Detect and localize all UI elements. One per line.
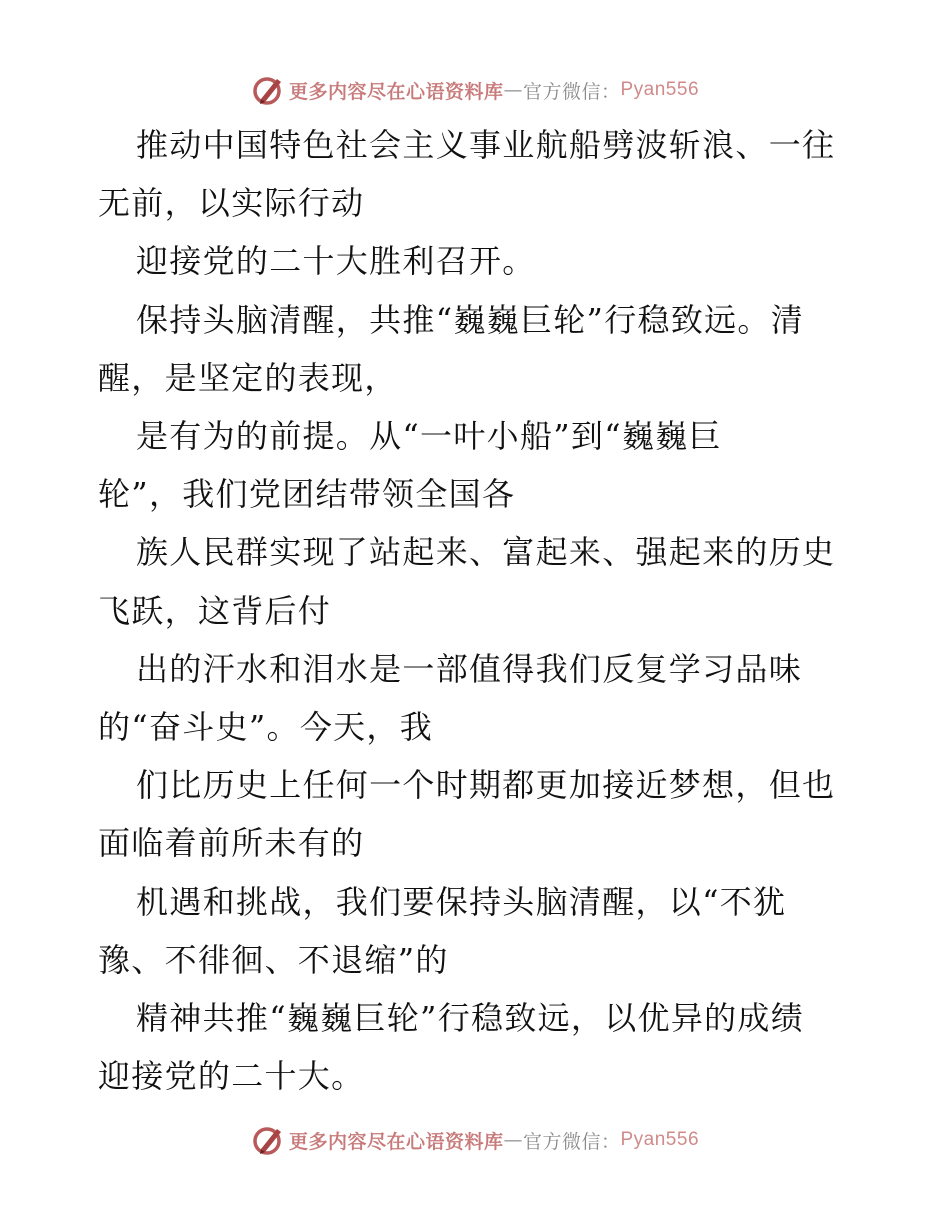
header-wechat-label: 官方微信： (522, 80, 621, 103)
pen-circle-logo-icon (251, 73, 285, 107)
text-line: 轮”，我们党团结带领全国各 (98, 475, 516, 514)
text-line: 推动中国特色社会主义事业航船劈波斩浪、一往 (136, 126, 836, 164)
text-line: 迎接党的二十大胜利召开。 (136, 242, 536, 281)
document-body (98, 116, 858, 1105)
text-line: 豫、不徘徊、不退缩”的 (98, 940, 449, 979)
footer-banner (0, 1120, 950, 1160)
text-line: 面临着前所未有的 (98, 824, 365, 863)
text-line: 迎接党的二十大。 (98, 1057, 365, 1096)
text-line: 们比历史上任何一个时期都更加接近梦想，但也 (136, 766, 836, 805)
footer-dash: — (503, 1129, 523, 1151)
header-wechat-id: Pyan556 (620, 79, 700, 100)
header-dash: — (503, 79, 523, 101)
text-line: 无前，以实际行动 (98, 184, 365, 223)
text-line: 醒，是坚定的表现， (98, 358, 398, 397)
header-banner (0, 70, 950, 110)
footer-wechat-id: Pyan556 (620, 1129, 700, 1150)
text-line: 的“奋斗史”。今天，我 (98, 708, 434, 747)
pen-circle-logo-icon (251, 1123, 285, 1157)
text-line: 精神共推“巍巍巨轮”行稳致远，以优异的成绩 (136, 999, 805, 1038)
text-line: 飞跃，这背后付 (98, 591, 332, 630)
text-line: 保持头脑清醒，共推“巍巍巨轮”行稳致远。清 (136, 300, 805, 339)
text-line: 是有为的前提。从“一叶小船”到“巍巍巨 (136, 417, 722, 456)
header-title: 更多内容尽在心语资料库 (288, 80, 504, 103)
footer-title: 更多内容尽在心语资料库 (288, 1130, 504, 1153)
footer-wechat-label: 官方微信： (522, 1130, 621, 1153)
text-line: 出的汗水和泪水是一部值得我们反复学习品味 (136, 649, 803, 688)
text-line: 机遇和挑战，我们要保持头脑清醒，以“不犹 (136, 882, 787, 921)
text-line: 族人民群实现了站起来、富起来、强起来的历史 (136, 533, 836, 572)
